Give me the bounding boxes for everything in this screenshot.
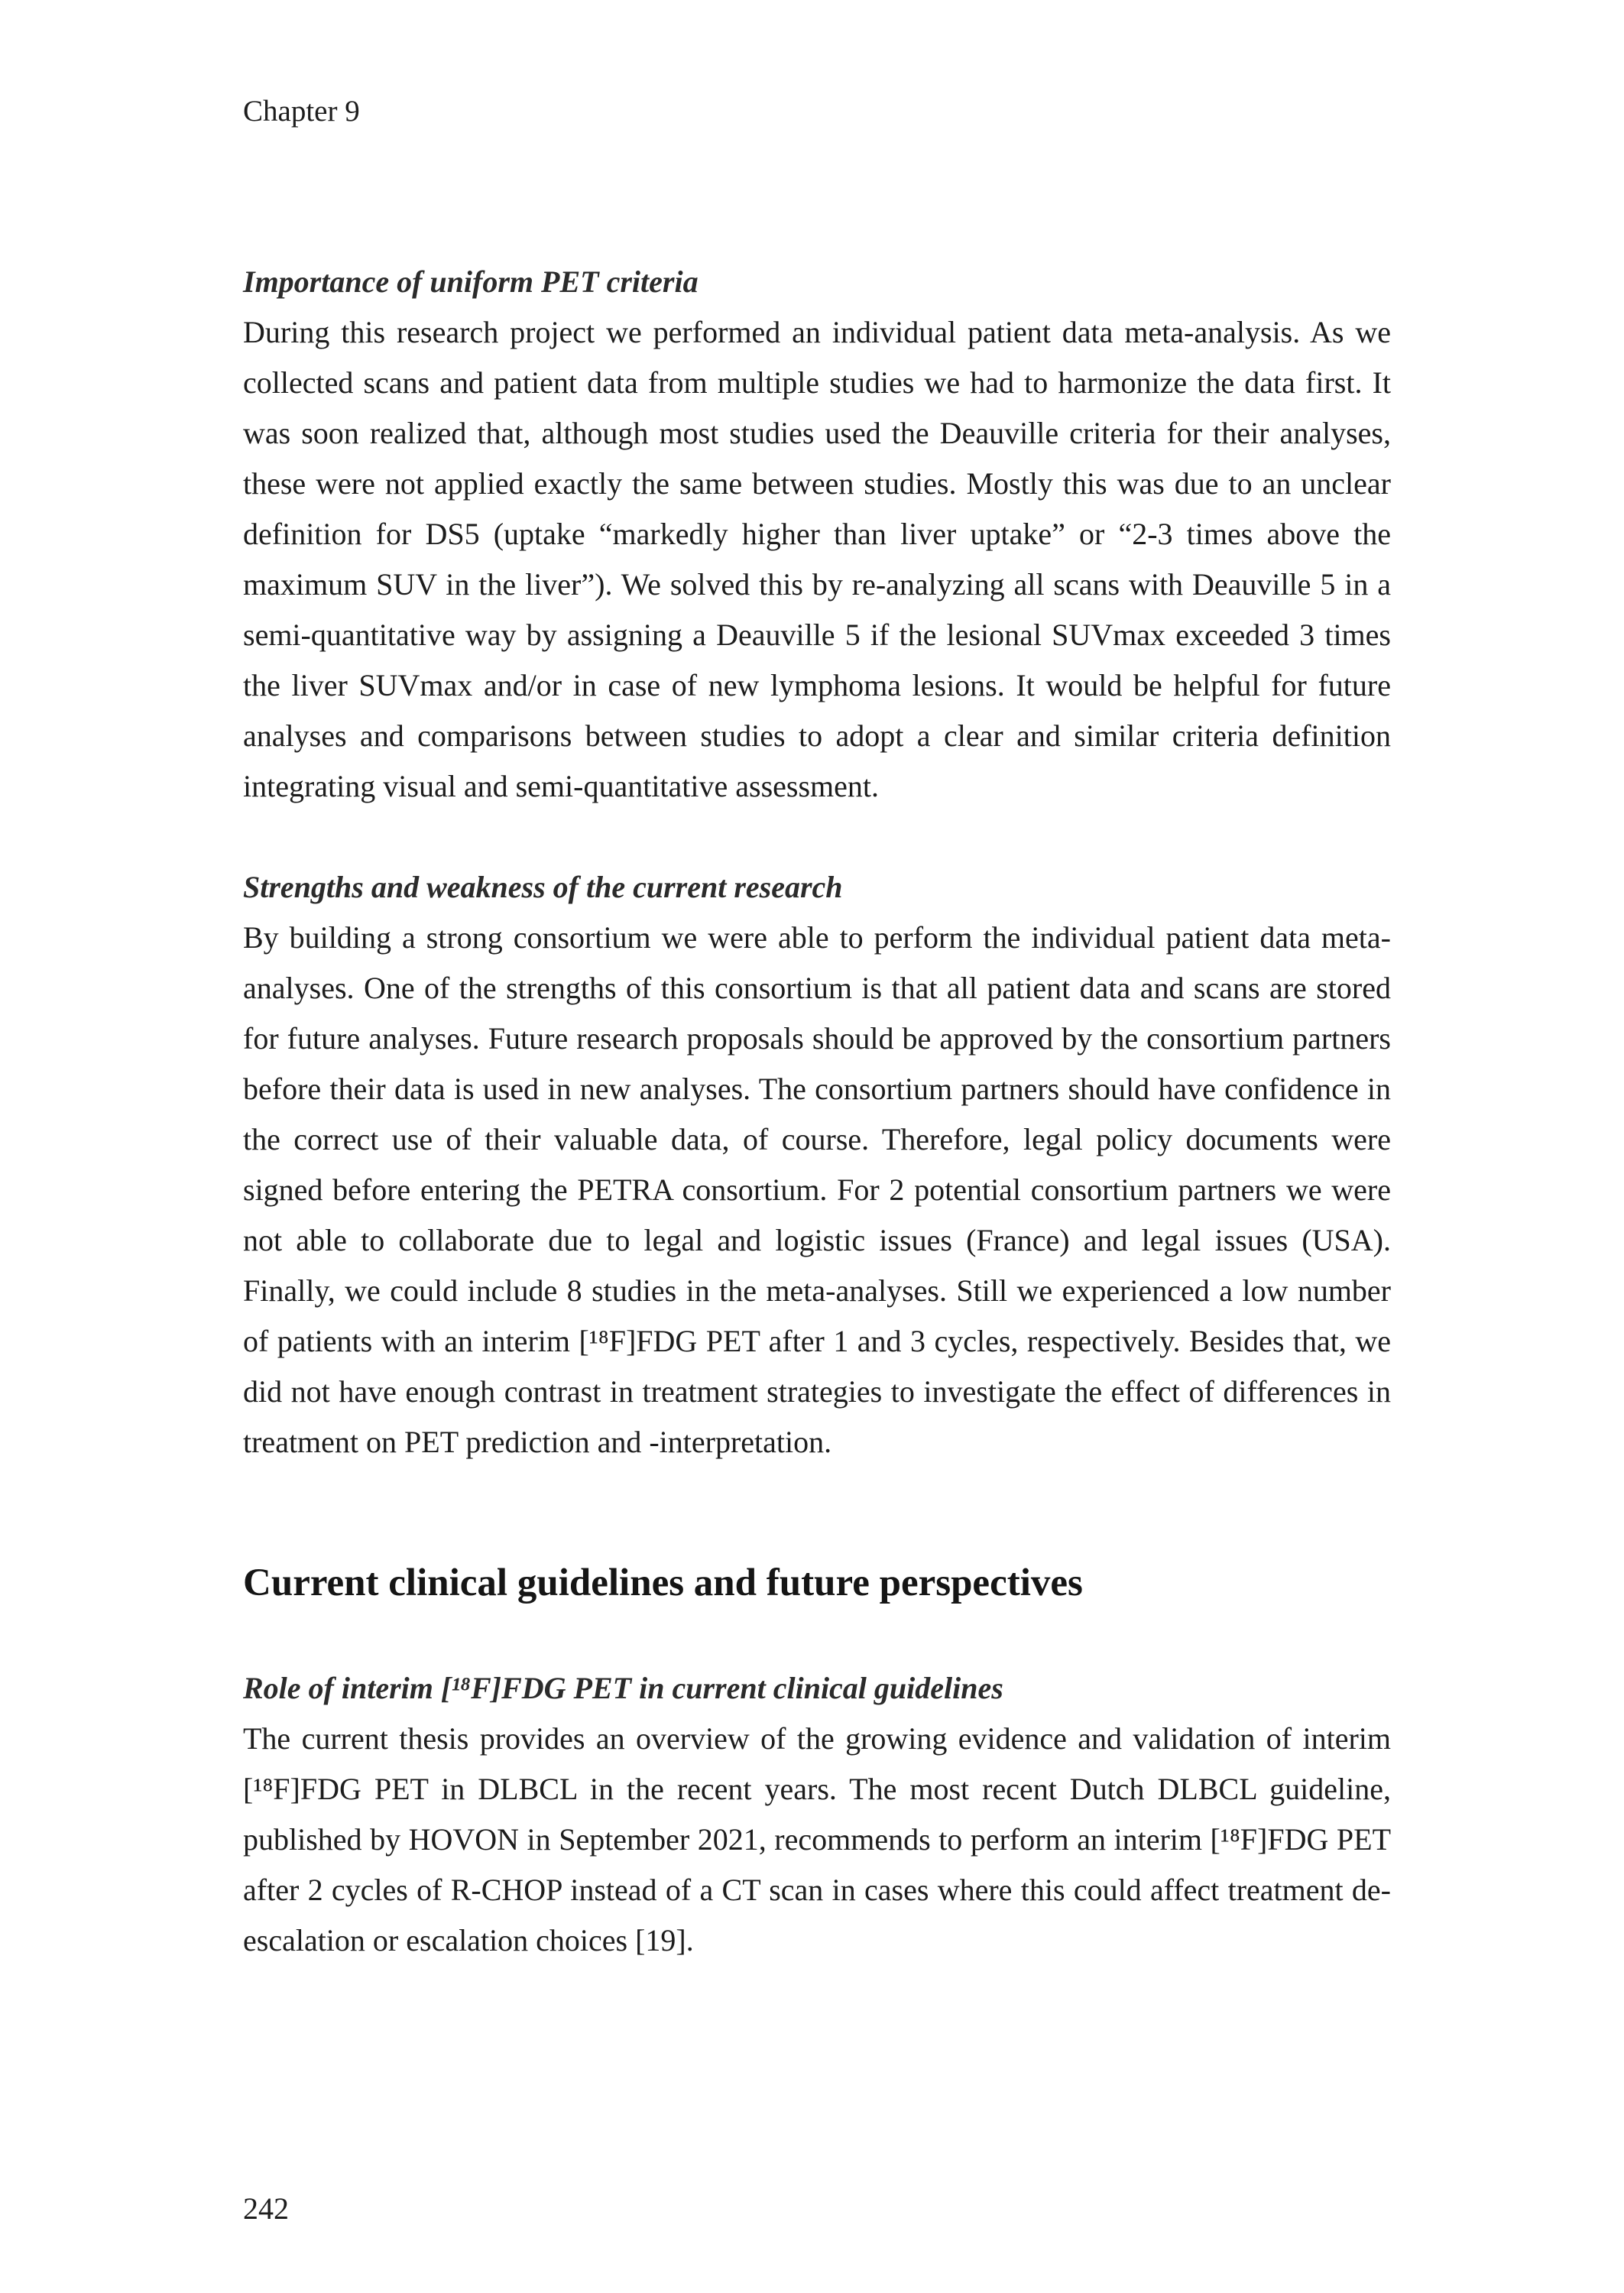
running-header: Chapter 9 <box>243 95 360 128</box>
section-role-interim-pet <box>243 1663 1391 1966</box>
paragraph-strengths-weakness: By building a strong consortium we were able to perform the individual patient data meta-analyses. One of the strengths of this consortium is that all patient data and scans are stored for future analyses. Future research proposals should be approved by the consortium partners before their data is used in new analyses. The consortium partners should have confidence in the correct use of their valuable data, of course. Therefore, legal policy documents were signed before entering the PETRA consortium. For 2 potential consortium partners we were not able to collaborate due to legal and logistic issues (France) and legal issues (USA). Finally, we could include 8 studies in the meta-analyses. Still we experienced a low number of patients with an interim [¹⁸F]FDG PET after 1 and 3 cycles, respectively. Besides that, we did not have enough contrast in treatment strategies to investigate the effect of differences in treatment on PET prediction and -interpretation. <box>243 920 1391 1459</box>
section-heading-role-interim-pet: Role of interim [¹⁸F]FDG PET in current clinical guidelines <box>243 1671 1003 1705</box>
section-heading-strengths-weakness: Strengths and weakness of the current research <box>243 870 843 904</box>
page-number: 242 <box>243 2191 289 2226</box>
section-strengths-weakness <box>243 862 1391 1468</box>
paragraph-uniform-pet-criteria: During this research project we performed an individual patient data meta-analysis. As we collected scans and patient data from multiple studies we had to harmonize the data first. It was soon realized that, although most studies used the Deauville criteria for their analyses, these were not applied exactly the same between studies. Mostly this was due to an unclear definition for DS5 (uptake “markedly higher than liver uptake” or “2-3 times above the maximum SUV in the liver”). We solved this by re-analyzing all scans with Deauville 5 in a semi-quantitative way by assigning a Deauville 5 if the lesional SUVmax exceeded 3 times the liver SUVmax and/or in case of new lymphoma lesions. It would be helpful for future analyses and comparisons between studies to adopt a clear and similar criteria definition integrating visual and semi-quantitative assessment. <box>243 315 1391 803</box>
section-uniform-pet-criteria <box>243 257 1391 812</box>
section-heading-uniform-pet-criteria: Importance of uniform PET criteria <box>243 264 699 299</box>
main-heading-current-clinical-guidelines: Current clinical guidelines and future perspectives <box>243 1562 1083 1604</box>
page-content <box>243 93 1391 1966</box>
paragraph-role-interim-pet: The current thesis provides an overview of the growing evidence and validation of interim [¹⁸F]FDG PET in DLBCL in the recent years. The most recent Dutch DLBCL guideline, published by HOVON in September 2021, recommends to perform an interim [¹⁸F]FDG PET after 2 cycles of R-CHOP instead of a CT scan in cases where this could affect treatment de-escalation or escalation choices [19]. <box>243 1721 1391 1957</box>
